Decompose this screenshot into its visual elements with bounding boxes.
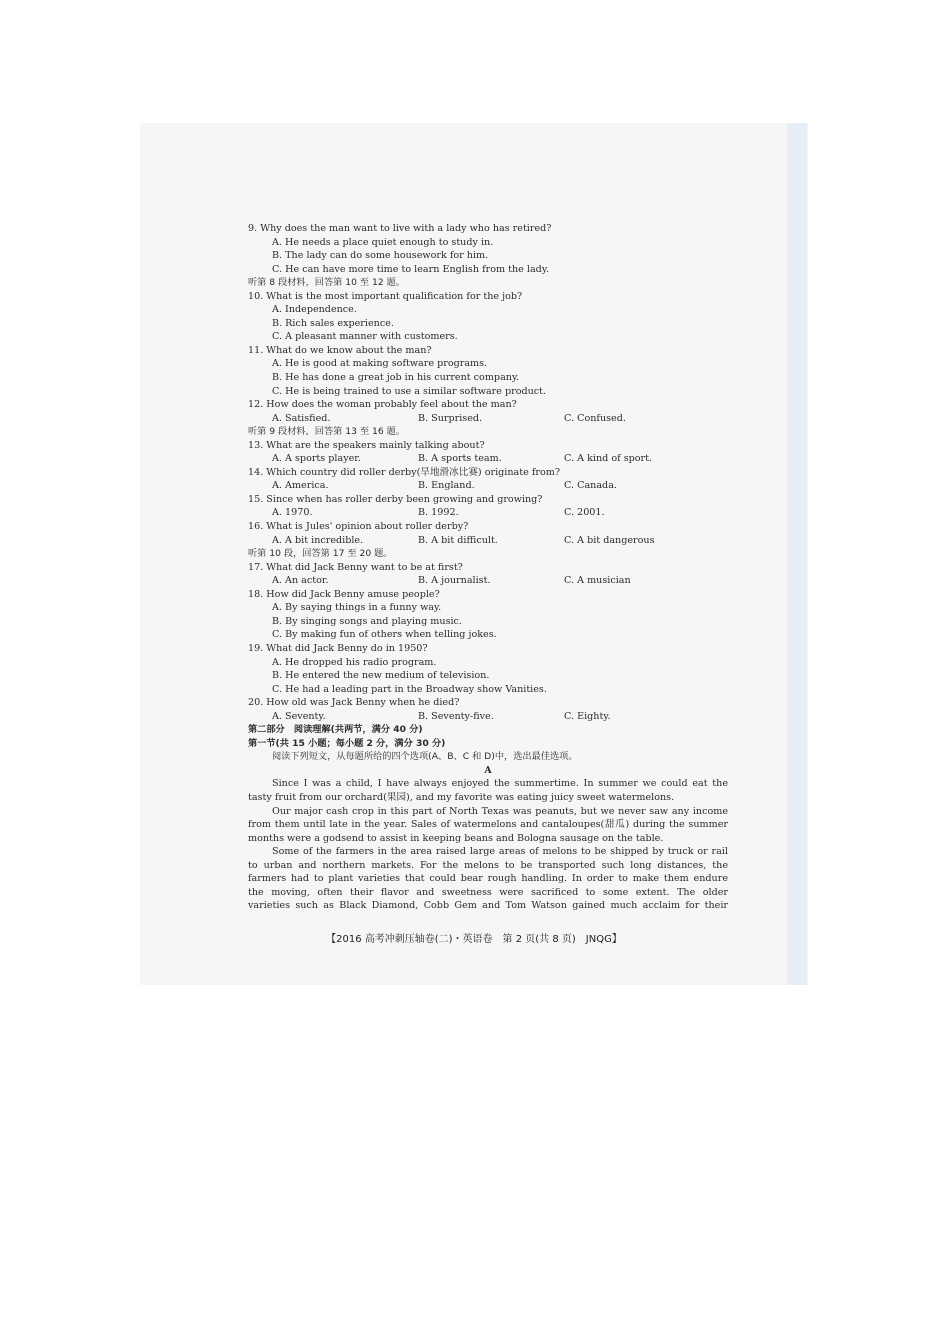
answer-option: C. A pleasant manner with customers.	[272, 331, 458, 343]
passage-label: A	[484, 764, 492, 776]
options-row	[248, 574, 728, 588]
question: 10. What is the most important qualification for the job?	[248, 290, 523, 302]
answer-option: A. Independence.	[272, 304, 357, 316]
answer-option: B. He entered the new medium of television.	[272, 670, 490, 682]
option-b: B. Seventy-five.	[418, 710, 494, 722]
option-a: A. Satisfied.	[272, 412, 331, 424]
option-b: B. A journalist.	[418, 575, 491, 587]
option-a: A. 1970.	[272, 507, 313, 519]
options-row	[248, 479, 728, 493]
answer-option: B. By singing songs and playing music.	[272, 615, 462, 627]
question: 12. How does the woman probably feel about the man?	[248, 399, 517, 411]
option-c: C. A kind of sport.	[564, 453, 653, 465]
question: 19. What did Jack Benny do in 1950?	[248, 642, 428, 654]
passage-line: Since I was a child, I have always enjoyed the summertime. In summer we could eat the	[272, 778, 728, 790]
options-row	[248, 534, 728, 548]
passage-line: varieties such as Black Diamond, Cobb Gem and Tom Watson gained much acclaim for their	[248, 900, 728, 912]
section-instruction: 听第 9 段材料，回答第 13 至 16 题。	[248, 426, 405, 438]
section-instruction: 听第 8 段材料，回答第 10 至 12 题。	[248, 277, 405, 289]
passage-line: months were a godsend to assist in keeping beans and Bologna sausage on the table.	[248, 832, 664, 844]
option-b: B. A sports team.	[418, 453, 502, 465]
section-heading: 第二部分 阅读理解(共两节，满分 40 分)	[248, 724, 423, 736]
passage-line: Some of the farmers in the area raised large areas of melons to be shipped by truck or rail	[272, 846, 728, 858]
question: 17. What did Jack Benny want to be at first?	[248, 561, 463, 573]
answer-option: C. He had a leading part in the Broadway show Vanities.	[272, 683, 547, 695]
answer-option: C. He is being trained to use a similar software product.	[272, 385, 547, 397]
option-c: C. A musician	[564, 575, 631, 587]
options-row	[248, 710, 728, 724]
options-row	[248, 412, 728, 426]
option-c: C. Confused.	[564, 412, 626, 424]
option-b: B. 1992.	[418, 507, 459, 519]
options-row	[248, 452, 728, 466]
option-a: A. America.	[272, 480, 329, 492]
answer-option: A. He is good at making software programs.	[272, 358, 488, 370]
option-b: B. England.	[418, 480, 475, 492]
option-a: A. An actor.	[272, 575, 329, 587]
exam-content	[248, 222, 728, 913]
question: 16. What is Jules' opinion about roller derby?	[248, 521, 469, 533]
option-c: C. Canada.	[564, 480, 617, 492]
passage-paragraph	[248, 805, 728, 846]
passage-paragraph	[248, 777, 728, 804]
reading-instruction: 阅读下列短文，从每题所给的四个选项(A、B、C 和 D)中，选出最佳选项。	[272, 751, 578, 763]
answer-option: A. He needs a place quiet enough to study in.	[272, 236, 494, 248]
passage-line: from them until late in the year. Sales of watermelons and cantaloupes(甜瓜) during the summer	[248, 819, 728, 831]
question: 15. Since when has roller derby been growing and growing?	[248, 493, 543, 505]
passage-line: tasty fruit from our orchard(果园), and my favorite was eating juicy sweet watermelons.	[248, 791, 675, 803]
answer-option: A. He dropped his radio program.	[272, 656, 437, 668]
passage-paragraph	[248, 845, 728, 913]
section-instruction: 听第 10 段，回答第 17 至 20 题。	[248, 548, 393, 560]
question: 9. Why does the man want to live with a lady who has retired?	[248, 223, 552, 234]
page-footer: 【2016 高考冲刺压轴卷(二)・英语卷 第 2 页(共 8 页) JNQG】	[326, 934, 622, 945]
answer-option: C. He can have more time to learn English from the lady.	[272, 263, 550, 275]
question: 18. How did Jack Benny amuse people?	[248, 588, 440, 600]
answer-option: B. He has done a great job in his current company.	[272, 372, 520, 384]
passage-line: to urban and northern markets. For the melons to be transported such long distances, the	[248, 859, 728, 871]
option-b: B. A bit difficult.	[418, 534, 498, 546]
section-heading: 第一节(共 15 小题；每小题 2 分，满分 30 分)	[248, 737, 446, 749]
answer-option: A. By saying things in a funny way.	[272, 602, 442, 614]
options-row	[248, 506, 728, 520]
answer-option: B. The lady can do some housework for him.	[272, 250, 489, 262]
option-a: A. Seventy.	[272, 710, 326, 722]
passage-line: farmers had to plant varieties that could bear rough handling. In order to make them endure	[248, 873, 728, 885]
question: 14. Which country did roller derby(旱地滑冰比赛) originate from?	[248, 466, 560, 478]
answer-option: B. Rich sales experience.	[272, 317, 394, 329]
passage-line: Our major cash crop in this part of North Texas was peanuts, but we never saw any income	[272, 805, 728, 817]
question: 11. What do we know about the man?	[248, 344, 432, 356]
answer-option: C. By making fun of others when telling jokes.	[272, 629, 497, 641]
option-c: C. A bit dangerous	[564, 534, 655, 546]
option-c: C. 2001.	[564, 507, 605, 519]
scan-edge	[787, 123, 807, 985]
option-b: B. Surprised.	[418, 412, 483, 424]
question: 13. What are the speakers mainly talking about?	[248, 439, 485, 451]
question: 20. How old was Jack Benny when he died?	[248, 697, 460, 709]
option-c: C. Eighty.	[564, 710, 611, 722]
option-a: A. A sports player.	[272, 453, 361, 465]
passage-line: the moving, often their flavor and sweetness were sacrificed to some extent. The older	[248, 886, 728, 898]
option-a: A. A bit incredible.	[272, 534, 364, 546]
